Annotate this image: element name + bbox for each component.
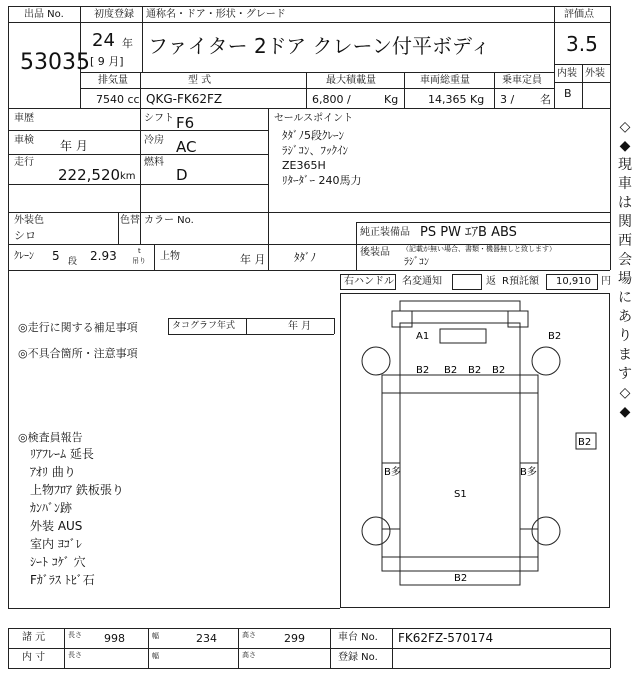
registration-year: 24 <box>92 30 115 51</box>
inspector-report-label: ◎検査員報告 <box>18 431 83 444</box>
capacity-label: 最大積載量 <box>326 75 376 86</box>
right-handle-flag: 右ハンドル <box>344 276 394 287</box>
inspector-item: ﾘｱﾌﾚｰﾑ 延長 <box>30 447 94 461</box>
body-maker: ﾀﾀﾞﾉ <box>294 251 316 264</box>
interior-height-label: 高さ <box>242 651 256 659</box>
model-label: 型 式 <box>188 75 212 86</box>
tachograph-date: 年 月 <box>288 321 312 332</box>
first-registration-label: 初度登録 <box>94 9 134 20</box>
crane-stages: 5 <box>52 249 60 263</box>
exterior-grade-label: 外装 <box>585 68 605 79</box>
mileage-check-flag: 返 <box>486 276 496 287</box>
fuel-value: D <box>176 166 188 184</box>
damage-mark-b2: B2 <box>444 365 458 376</box>
sales-point: ZE365H <box>282 159 326 172</box>
damage-mark-a1: A1 <box>416 331 430 342</box>
shift-label: シフト <box>144 113 174 124</box>
crane-lift-unit: 吊り <box>132 257 146 265</box>
mileage-value: 222,520 <box>58 166 121 184</box>
damage-mark-b2: B2 <box>416 365 430 376</box>
damage-mark-b-many: B多 <box>520 467 537 478</box>
aftermarket-note: （記載が無い場合、書類・機器無しと致します） <box>402 245 556 253</box>
crane-tons: 2.93 <box>90 249 117 263</box>
dimensions-label: 諸 元 <box>22 632 46 643</box>
inspector-item: Fｶﾞﾗｽ ﾄﾋﾞ石 <box>30 573 95 587</box>
gross-weight-label: 車両総重量 <box>420 75 470 86</box>
lot-label: 出品 No. <box>24 9 64 20</box>
tachograph-label: タコグラフ年式 <box>172 321 236 331</box>
length-value: 998 <box>104 632 125 645</box>
equipment-label: 純正装備品 <box>360 227 410 238</box>
fuel-label: 燃料 <box>144 157 164 168</box>
sales-point: ﾗｼﾞｺﾝ、ﾌｯｸｲﾝ <box>282 144 348 157</box>
name-change-label: 名変通知 <box>402 276 442 287</box>
inspector-item: ｱｵﾘ 曲り <box>30 465 76 479</box>
damage-mark-s1: S1 <box>454 489 467 500</box>
inspector-item: 上物ﾌﾛｱ 鉄板張り <box>30 483 124 497</box>
crane-ton-unit: t <box>138 247 141 255</box>
shift-value: F6 <box>176 114 195 132</box>
aftermarket-value: ﾗｼﾞｺﾝ <box>404 257 429 268</box>
aftermarket-label: 後装品 <box>360 247 390 258</box>
sales-point: ﾀﾀﾞﾉ5段ｸﾚｰﾝ <box>282 129 344 142</box>
gross-weight: 14,365 Kg <box>428 93 485 106</box>
body-label: 上物 <box>160 251 180 262</box>
truck-damage-diagram <box>340 293 610 608</box>
displacement: 7540 cc <box>96 93 140 106</box>
history-label: 車歴 <box>14 113 34 124</box>
recycle-value: 10,910 <box>556 276 591 287</box>
body-date: 年 月 <box>240 253 266 266</box>
chassis-number-label: 車台 No. <box>338 632 378 643</box>
damage-mark-b2: B2 <box>578 437 592 448</box>
car-name-label: 通称名・ドア・形状・グレード <box>146 9 286 20</box>
recycle-label: R預託額 <box>502 276 539 287</box>
score-value: 3.5 <box>566 32 598 56</box>
chassis-number: FK62FZ-570174 <box>398 631 494 645</box>
inspector-item: ｼｰﾄ ｺｹﾞ 穴 <box>30 555 86 569</box>
displacement-label: 排気量 <box>98 75 128 86</box>
mileage-unit: km <box>120 171 136 182</box>
mileage-label: 走行 <box>14 157 34 168</box>
damage-mark-b2: B2 <box>454 573 468 584</box>
inspection-value: 年 月 <box>60 139 88 153</box>
inspector-item: 室内 ﾖｺﾞﾚ <box>30 537 82 551</box>
equipment-value: PS PW ｴｱB ABS <box>420 225 517 240</box>
inspector-item: 外装 AUS <box>30 519 83 533</box>
defects-label: ◎不具合箇所・注意事項 <box>18 347 138 360</box>
score-label: 評価点 <box>564 9 594 20</box>
damage-mark-b2: B2 <box>492 365 506 376</box>
damage-mark-b2: B2 <box>548 331 562 342</box>
model-code: QKG-FK62FZ <box>146 92 223 106</box>
max-capacity: 6,800 / <box>312 93 351 106</box>
seats-value: 3 / <box>500 93 515 106</box>
interior-width-label: 幅 <box>152 652 159 660</box>
sales-points-label: セールスポイント <box>274 113 354 124</box>
interior-dimensions-label: 内 寸 <box>22 652 46 663</box>
sales-point: ﾘﾀｰﾀﾞｰ 240馬力 <box>282 174 362 187</box>
ac-label: 冷房 <box>144 135 164 146</box>
color-label: 外装色 <box>14 215 44 226</box>
damage-mark-b-many: B多 <box>384 467 401 478</box>
car-name: ファイター 2ドア クレーン付平ボディ <box>148 34 491 58</box>
height-value: 299 <box>284 632 305 645</box>
registration-month: [ 9 月] <box>90 55 124 68</box>
color-number-label: カラー No. <box>144 215 194 226</box>
venue-notice: ◇ ◆ 現 車 は 関 西 会 場 に あ り ま す ◇ ◆ <box>618 119 632 420</box>
damage-mark-b2: B2 <box>468 365 482 376</box>
height-label: 高さ <box>242 631 256 639</box>
capacity-unit: Kg <box>384 93 399 106</box>
lot-number: 53035 <box>20 50 90 75</box>
recycle-unit: 円 <box>601 276 611 287</box>
crane-stages-unit: 段 <box>68 257 78 267</box>
color-code-label: 色替 <box>120 215 140 226</box>
width-label: 幅 <box>152 632 159 640</box>
width-value: 234 <box>196 632 217 645</box>
crane-label: ｸﾚｰﾝ <box>14 251 34 262</box>
seats-unit: 名 <box>540 93 551 106</box>
color-value: シロ <box>14 229 36 242</box>
length-label: 長さ <box>68 631 82 639</box>
interior-grade: B <box>564 87 572 100</box>
interior-length-label: 長さ <box>68 651 82 659</box>
registration-number-label: 登録 No. <box>338 652 378 663</box>
interior-grade-label: 内装 <box>557 68 577 79</box>
running-notes-label: ◎走行に関する補足事項 <box>18 321 138 334</box>
ac-value: AC <box>176 138 197 156</box>
year-unit: 年 <box>122 37 133 50</box>
seats-label: 乗車定員 <box>502 75 542 86</box>
inspection-label: 車検 <box>14 135 34 146</box>
inspector-item: ｶﾝﾊﾞﾝ跡 <box>30 501 73 515</box>
